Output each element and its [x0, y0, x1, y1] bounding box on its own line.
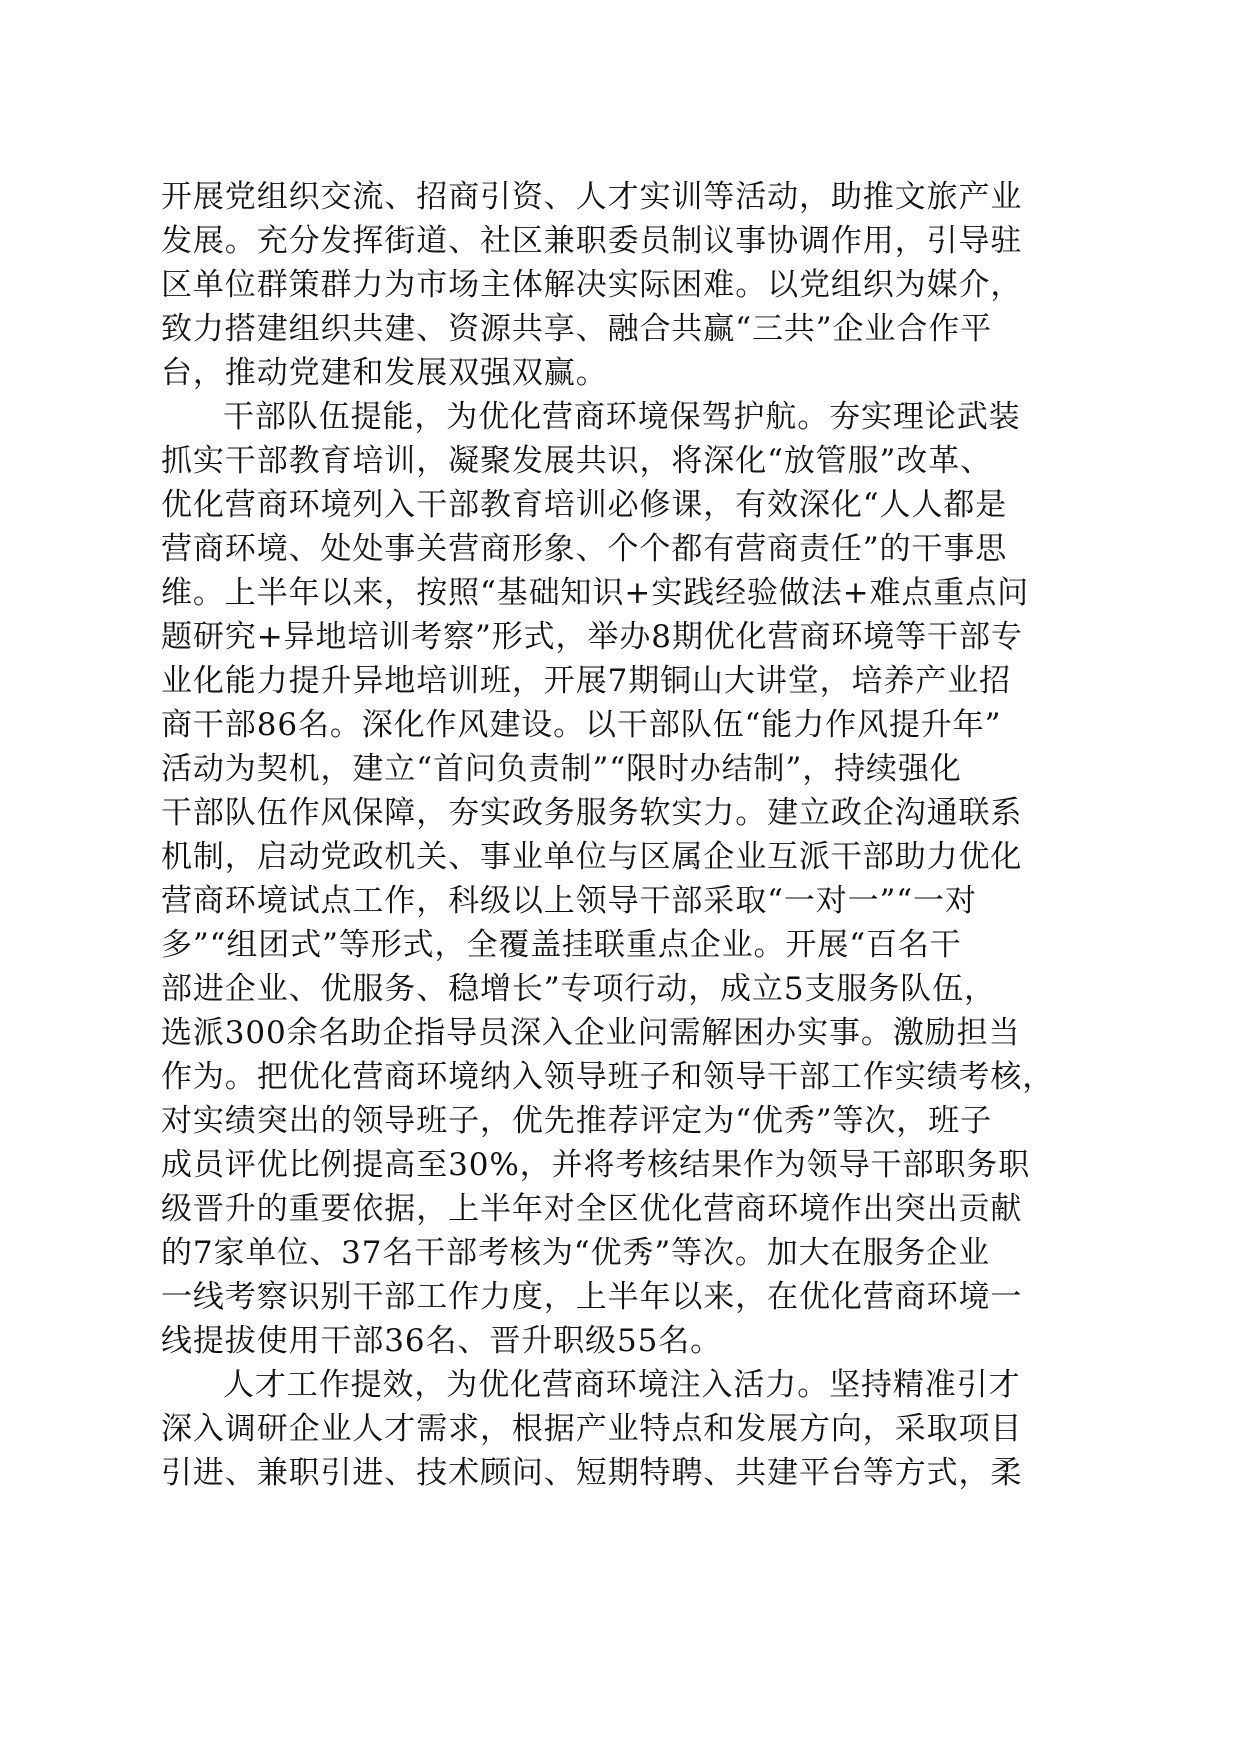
text-line: 抓实干部教育培训，凝聚发展共识，将深化“放管服”改革、 [161, 443, 992, 479]
text-line: 活动为契机，建立“首问负责制”“限时办结制”，持续强化 [161, 751, 962, 787]
text-line: 一线考察识别干部工作力度，上半年以来，在优化营商环境一 [161, 1279, 1023, 1315]
text-line: 部进企业、优服务、稳增长”专项行动，成立5支服务队伍， [161, 971, 996, 1007]
text-line: 营商环境试点工作，科级以上领导干部采取“一对一”“一对 [161, 883, 977, 919]
text-line: 发展。充分发挥街道、社区兼职委员制议事协调作用，引导驻 [161, 223, 1023, 259]
text-line: 题研究+异地培训考察”形式，举办8期优化营商环境等干部专 [161, 619, 1023, 655]
paragraph-talent-work [161, 1363, 1083, 1495]
text-line: 机制，启动党政机关、事业单位与区属企业互派干部助力优化 [161, 839, 1023, 875]
text-line: 维。上半年以来，按照“基础知识+实践经验做法+难点重点问 [161, 575, 1029, 611]
text-line: 线提拔使用干部36名、晋升职级55名。 [161, 1323, 722, 1359]
body-text [161, 175, 1083, 1495]
text-line: 商干部86名。深化作风建设。以干部队伍“能力作风提升年” [161, 707, 1002, 743]
text-line: 对实绩突出的领导班子，优先推荐评定为“优秀”等次，班子 [161, 1103, 992, 1139]
text-line: 致力搭建组织共建、资源共享、融合共赢“三共”企业合作平 [161, 311, 992, 347]
text-line: 业化能力提升异地培训班，开展7期铜山大讲堂，培养产业招 [161, 663, 1012, 699]
text-line: 干部队伍提能，为优化营商环境保驾护航。夯实理论武装 [223, 399, 1021, 435]
paragraph-party-organization [161, 175, 1083, 395]
text-line: 台，推动党建和发展双强双赢。 [161, 355, 608, 391]
text-line: 营商环境、处处事关营商形象、个个都有营商责任”的干事思 [161, 531, 1008, 567]
text-line: 选派300余名助企指导员深入企业问需解困办实事。激励担当 [161, 1015, 1021, 1051]
paragraph-cadre-team [161, 395, 1083, 1363]
text-line: 深入调研企业人才需求，根据产业特点和发展方向，采取项目 [161, 1411, 1023, 1447]
text-line: 的7家单位、37名干部考核为“优秀”等次。加大在服务企业 [161, 1235, 991, 1271]
text-line: 干部队伍作风保障，夯实政务服务软实力。建立政企沟通联系 [161, 795, 1023, 831]
text-line: 多”“组团式”等形式，全覆盖挂联重点企业。开展“百名干 [161, 927, 962, 963]
text-line: 人才工作提效，为优化营商环境注入活力。坚持精准引才 [223, 1367, 1021, 1403]
text-line: 区单位群策群力为市场主体解决实际困难。以党组织为媒介， [161, 267, 1023, 303]
text-line: 作为。把优化营商环境纳入领导班子和领导干部工作实绩考核， [161, 1059, 1055, 1095]
text-line: 成员评优比例提高至30%，并将考核结果作为领导干部职务职 [161, 1147, 1031, 1183]
text-line: 引进、兼职引进、技术顾问、短期特聘、共建平台等方式，柔 [161, 1455, 1023, 1491]
text-line: 优化营商环境列入干部教育培训必修课，有效深化“人人都是 [161, 487, 1008, 523]
text-line: 开展党组织交流、招商引资、人才实训等活动，助推文旅产业 [161, 179, 1023, 215]
text-line: 级晋升的重要依据，上半年对全区优化营商环境作出突出贡献 [161, 1191, 1023, 1227]
